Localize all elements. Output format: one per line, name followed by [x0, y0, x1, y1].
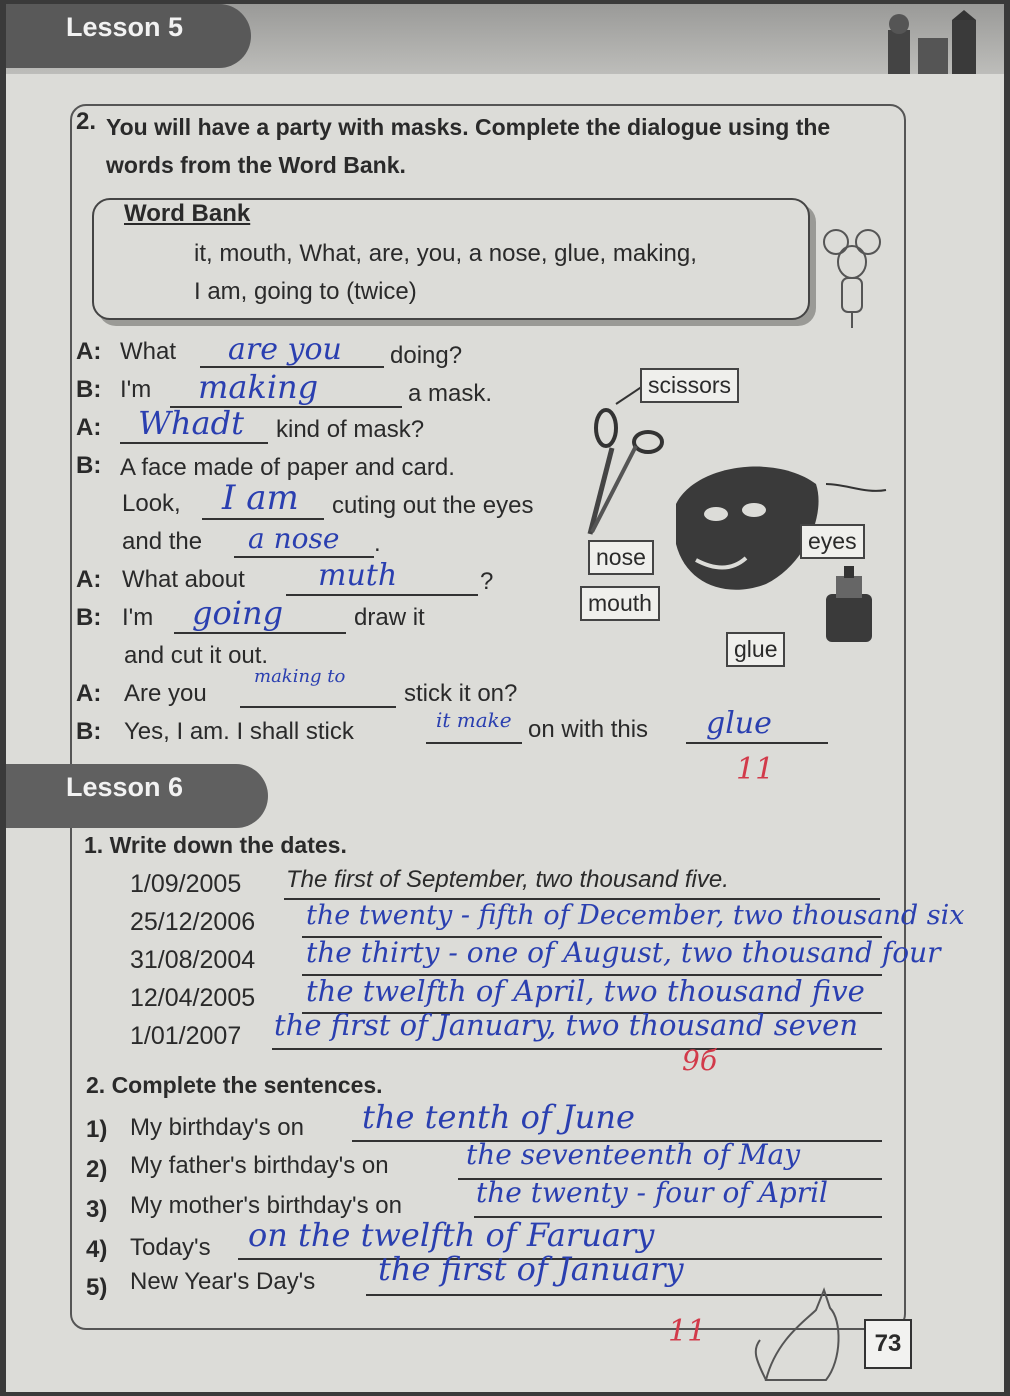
- grade-mark: 11: [736, 752, 775, 787]
- handwritten-answer: the tenth of June: [362, 1098, 635, 1136]
- example-answer: The first of September, two thousand five.: [286, 866, 729, 893]
- dates-title: 1. Write down the dates.: [84, 832, 347, 858]
- handwritten-answer: the first of January: [378, 1250, 684, 1288]
- item-number: 3): [86, 1196, 108, 1223]
- dialogue-text: Yes, I am. I shall stick: [124, 718, 354, 745]
- word-bank-line-2: I am, going to (twice): [194, 278, 417, 305]
- date: 12/04/2005: [130, 984, 256, 1012]
- item-number: 4): [86, 1236, 108, 1263]
- item-number: 1): [86, 1116, 108, 1143]
- handwritten-answer: muth: [318, 558, 398, 593]
- handwritten-answer: a nose: [248, 522, 340, 555]
- dialogue-text: on with this: [528, 716, 649, 743]
- dialogue-text: What about: [122, 566, 245, 593]
- answer-line: [272, 1048, 882, 1050]
- lesson-6-tab: Lesson 6: [6, 764, 268, 828]
- speaker: B:: [76, 604, 102, 631]
- sentence-text: My father's birthday's on: [130, 1152, 389, 1179]
- dialogue-text: Are you: [124, 680, 207, 707]
- speaker: A:: [76, 566, 102, 593]
- sentence-text: My mother's birthday's on: [130, 1192, 402, 1219]
- label-scissors: scissors: [640, 368, 739, 403]
- grade-mark: 9б: [682, 1044, 717, 1077]
- speaker: A:: [76, 680, 102, 707]
- castle-illustration: [878, 10, 988, 74]
- handwritten-answer: the twenty - fifth of December, two thousand six: [306, 900, 965, 931]
- grade-mark: 11: [668, 1314, 707, 1349]
- label-mouth: mouth: [580, 586, 660, 621]
- dialogue-text: A face made of paper and card.: [120, 454, 455, 481]
- label-nose: nose: [588, 540, 654, 575]
- answer-line: [240, 706, 396, 708]
- handwritten-answer: making: [198, 368, 319, 406]
- sentence-text: New Year's Day's: [130, 1268, 316, 1295]
- speaker: B:: [76, 376, 102, 403]
- date: 1/01/2007: [130, 1022, 242, 1050]
- handwritten-answer: the twenty - four of April: [476, 1176, 829, 1209]
- dialogue-text: cuting out the eyes: [332, 492, 534, 519]
- page-number: 73: [864, 1319, 912, 1369]
- dialogue-text: and the: [122, 528, 203, 555]
- handwritten-answer: glue: [706, 706, 772, 741]
- speaker: A:: [76, 414, 102, 441]
- answer-line: [120, 442, 268, 444]
- exercise-number: 2.: [76, 108, 97, 135]
- dialogue-text: ?: [480, 568, 494, 595]
- speaker: A:: [76, 338, 102, 365]
- item-number: 2): [86, 1156, 108, 1183]
- dialogue-text: and cut it out.: [124, 642, 269, 669]
- answer-line: [174, 632, 346, 634]
- dialogue-text: .: [374, 530, 381, 557]
- dialogue-text: a mask.: [408, 380, 493, 407]
- workbook-page: [6, 4, 1004, 1392]
- answer-line: [286, 594, 478, 596]
- handwritten-answer: the seventeenth of May: [466, 1138, 801, 1171]
- handwritten-answer: the first of January, two thousand seven: [274, 1008, 858, 1042]
- dialogue-text: draw it: [354, 604, 425, 631]
- mouse-illustration: [822, 224, 884, 334]
- dialogue-text: Look,: [122, 490, 181, 517]
- speaker: B:: [76, 452, 102, 479]
- dialogue-text: I'm: [120, 376, 152, 403]
- date: 31/08/2004: [130, 946, 256, 974]
- dialogue-text: doing?: [390, 342, 463, 369]
- answer-line: [426, 742, 522, 744]
- instruction-line-2: words from the Word Bank.: [106, 152, 406, 178]
- handwritten-answer: on the twelfth of Faruary: [248, 1216, 655, 1254]
- word-bank-line-1: it, mouth, What, are, you, a nose, glue, making,: [194, 240, 697, 267]
- handwritten-answer: it make: [436, 708, 512, 732]
- dialogue-text: kind of mask?: [276, 416, 425, 443]
- handwritten-answer: are you: [228, 332, 342, 367]
- handwritten-answer: the thirty - one of August, two thousand four: [306, 936, 941, 969]
- handwritten-answer: I am: [222, 478, 299, 518]
- handwritten-answer: going: [192, 594, 284, 632]
- word-bank-title: Word Bank: [124, 200, 251, 227]
- answer-line: [686, 742, 828, 744]
- kangaroo-illustration: [746, 1280, 866, 1392]
- dialogue-text: I'm: [122, 604, 154, 631]
- sentence-text: My birthday's on: [130, 1114, 304, 1141]
- word-bank-box: [92, 198, 810, 320]
- date: 25/12/2006: [130, 908, 256, 936]
- date: 1/09/2005: [130, 870, 242, 898]
- handwritten-answer: the twelfth of April, two thousand five: [306, 974, 865, 1008]
- handwritten-answer: making to: [254, 666, 346, 687]
- speaker: B:: [76, 718, 102, 745]
- sentences-title: 2. Complete the sentences.: [86, 1072, 383, 1098]
- label-glue: glue: [726, 632, 785, 667]
- dialogue-text: stick it on?: [404, 680, 518, 707]
- label-eyes: eyes: [800, 524, 865, 559]
- instruction-line-1: You will have a party with masks. Complete the dialogue using the: [106, 114, 831, 140]
- handwritten-answer: Whadt: [138, 404, 244, 442]
- sentence-text: Today's: [130, 1234, 211, 1261]
- answer-line: [202, 518, 324, 520]
- lesson-5-tab: Lesson 5: [6, 4, 251, 68]
- dialogue-text: What: [120, 338, 177, 365]
- item-number: 5): [86, 1274, 108, 1301]
